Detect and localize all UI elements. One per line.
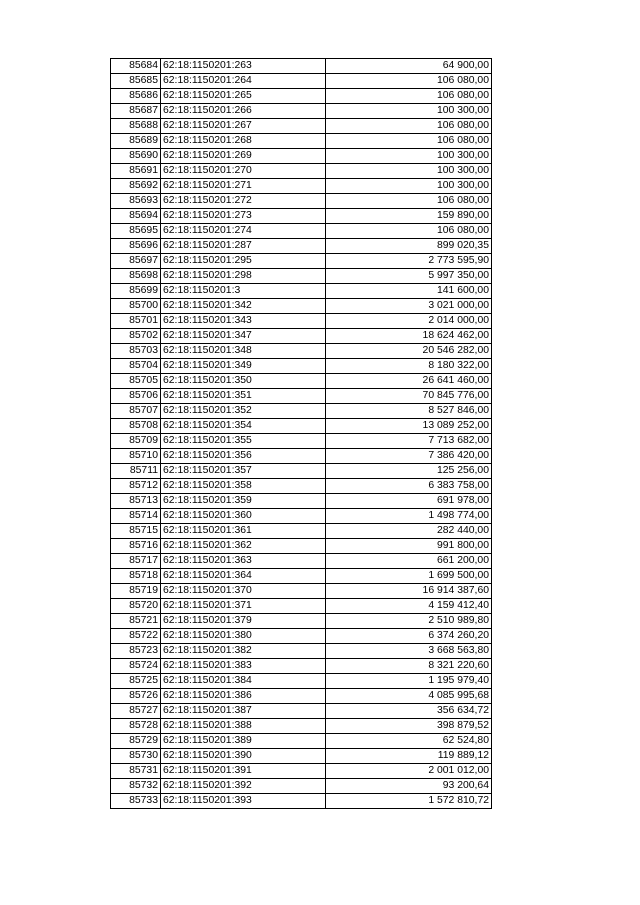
cadastral-value-cell: 6 374 260,20 [326, 629, 492, 644]
cadastral-value-cell: 1 195 979,40 [326, 674, 492, 689]
row-number-cell: 85707 [111, 404, 161, 419]
table-row [111, 794, 492, 809]
cadastral-value-cell: 100 300,00 [326, 104, 492, 119]
cadastral-value-cell: 3 021 000,00 [326, 299, 492, 314]
cadastral-number-cell: 62:18:1150201:273 [161, 209, 326, 224]
cadastral-value-cell: 100 300,00 [326, 149, 492, 164]
row-number-cell: 85706 [111, 389, 161, 404]
cadastral-value-cell: 1 572 810,72 [326, 794, 492, 809]
row-number-cell: 85725 [111, 674, 161, 689]
table-row [111, 179, 492, 194]
cadastral-value-cell: 125 256,00 [326, 464, 492, 479]
cadastral-value-cell: 106 080,00 [326, 89, 492, 104]
table-row [111, 464, 492, 479]
cadastral-value-cell: 661 200,00 [326, 554, 492, 569]
row-number-cell: 85703 [111, 344, 161, 359]
table-row [111, 524, 492, 539]
cadastral-number-cell: 62:18:1150201:359 [161, 494, 326, 509]
cadastral-number-cell: 62:18:1150201:268 [161, 134, 326, 149]
row-number-cell: 85690 [111, 149, 161, 164]
table-row [111, 494, 492, 509]
row-number-cell: 85685 [111, 74, 161, 89]
table-row [111, 344, 492, 359]
row-number-cell: 85696 [111, 239, 161, 254]
cadastral-number-cell: 62:18:1150201:347 [161, 329, 326, 344]
table-row [111, 509, 492, 524]
cadastral-number-cell: 62:18:1150201:295 [161, 254, 326, 269]
table-row [111, 584, 492, 599]
cadastral-value-cell: 106 080,00 [326, 224, 492, 239]
table-row [111, 659, 492, 674]
table-row [111, 719, 492, 734]
table-row [111, 599, 492, 614]
table-row [111, 569, 492, 584]
cadastral-value-cell: 64 900,00 [326, 59, 492, 74]
row-number-cell: 85713 [111, 494, 161, 509]
table-row [111, 419, 492, 434]
row-number-cell: 85721 [111, 614, 161, 629]
cadastral-number-cell: 62:18:1150201:264 [161, 74, 326, 89]
table-row [111, 404, 492, 419]
cadastral-value-cell: 899 020,35 [326, 239, 492, 254]
cadastral-value-cell: 4 159 412,40 [326, 599, 492, 614]
cadastral-number-cell: 62:18:1150201:298 [161, 269, 326, 284]
cadastral-value-cell: 8 321 220,60 [326, 659, 492, 674]
row-number-cell: 85698 [111, 269, 161, 284]
table-body [111, 59, 492, 809]
cadastral-value-cell: 20 546 282,00 [326, 344, 492, 359]
cadastral-number-cell: 62:18:1150201:386 [161, 689, 326, 704]
cadastral-value-cell: 282 440,00 [326, 524, 492, 539]
row-number-cell: 85715 [111, 524, 161, 539]
cadastral-number-cell: 62:18:1150201:382 [161, 644, 326, 659]
cadastral-value-cell: 106 080,00 [326, 119, 492, 134]
cadastral-value-cell: 5 997 350,00 [326, 269, 492, 284]
row-number-cell: 85700 [111, 299, 161, 314]
row-number-cell: 85708 [111, 419, 161, 434]
table-row [111, 59, 492, 74]
cadastral-number-cell: 62:18:1150201:352 [161, 404, 326, 419]
table-row [111, 314, 492, 329]
table-row [111, 539, 492, 554]
table-row [111, 359, 492, 374]
cadastral-value-cell: 398 879,52 [326, 719, 492, 734]
table-row [111, 734, 492, 749]
cadastral-number-cell: 62:18:1150201:350 [161, 374, 326, 389]
cadastral-value-cell: 159 890,00 [326, 209, 492, 224]
cadastral-value-cell: 18 624 462,00 [326, 329, 492, 344]
cadastral-number-cell: 62:18:1150201:355 [161, 434, 326, 449]
cadastral-number-cell: 62:18:1150201:388 [161, 719, 326, 734]
table-row [111, 254, 492, 269]
row-number-cell: 85702 [111, 329, 161, 344]
table-row [111, 629, 492, 644]
cadastral-value-cell: 2 014 000,00 [326, 314, 492, 329]
table-row [111, 104, 492, 119]
table-row [111, 329, 492, 344]
row-number-cell: 85705 [111, 374, 161, 389]
table-row [111, 764, 492, 779]
cadastral-number-cell: 62:18:1150201:380 [161, 629, 326, 644]
cadastral-number-cell: 62:18:1150201:370 [161, 584, 326, 599]
row-number-cell: 85704 [111, 359, 161, 374]
cadastral-value-table [110, 58, 492, 809]
cadastral-value-cell: 70 845 776,00 [326, 389, 492, 404]
cadastral-value-cell: 62 524,80 [326, 734, 492, 749]
cadastral-value-cell: 106 080,00 [326, 74, 492, 89]
cadastral-number-cell: 62:18:1150201:358 [161, 479, 326, 494]
table-row [111, 689, 492, 704]
row-number-cell: 85733 [111, 794, 161, 809]
cadastral-number-cell: 62:18:1150201:343 [161, 314, 326, 329]
row-number-cell: 85719 [111, 584, 161, 599]
table-row [111, 479, 492, 494]
table-row [111, 164, 492, 179]
cadastral-number-cell: 62:18:1150201:354 [161, 419, 326, 434]
row-number-cell: 85691 [111, 164, 161, 179]
table-row [111, 374, 492, 389]
cadastral-number-cell: 62:18:1150201:3 [161, 284, 326, 299]
cadastral-value-cell: 8 180 322,00 [326, 359, 492, 374]
cadastral-value-cell: 106 080,00 [326, 194, 492, 209]
row-number-cell: 85731 [111, 764, 161, 779]
cadastral-number-cell: 62:18:1150201:391 [161, 764, 326, 779]
cadastral-value-cell: 2 001 012,00 [326, 764, 492, 779]
row-number-cell: 85693 [111, 194, 161, 209]
table-row [111, 749, 492, 764]
cadastral-value-cell: 6 383 758,00 [326, 479, 492, 494]
row-number-cell: 85714 [111, 509, 161, 524]
table-row [111, 554, 492, 569]
cadastral-number-cell: 62:18:1150201:265 [161, 89, 326, 104]
row-number-cell: 85724 [111, 659, 161, 674]
row-number-cell: 85723 [111, 644, 161, 659]
cadastral-number-cell: 62:18:1150201:387 [161, 704, 326, 719]
row-number-cell: 85711 [111, 464, 161, 479]
cadastral-number-cell: 62:18:1150201:356 [161, 449, 326, 464]
cadastral-number-cell: 62:18:1150201:379 [161, 614, 326, 629]
cadastral-number-cell: 62:18:1150201:392 [161, 779, 326, 794]
cadastral-value-cell: 356 634,72 [326, 704, 492, 719]
cadastral-number-cell: 62:18:1150201:389 [161, 734, 326, 749]
table-row [111, 674, 492, 689]
cadastral-value-cell: 100 300,00 [326, 164, 492, 179]
cadastral-number-cell: 62:18:1150201:266 [161, 104, 326, 119]
row-number-cell: 85729 [111, 734, 161, 749]
cadastral-value-cell: 1 498 774,00 [326, 509, 492, 524]
row-number-cell: 85692 [111, 179, 161, 194]
cadastral-value-cell: 8 527 846,00 [326, 404, 492, 419]
cadastral-value-cell: 16 914 387,60 [326, 584, 492, 599]
row-number-cell: 85718 [111, 569, 161, 584]
table-row [111, 644, 492, 659]
cadastral-number-cell: 62:18:1150201:274 [161, 224, 326, 239]
cadastral-number-cell: 62:18:1150201:357 [161, 464, 326, 479]
row-number-cell: 85684 [111, 59, 161, 74]
table-row [111, 434, 492, 449]
table-row [111, 389, 492, 404]
row-number-cell: 85730 [111, 749, 161, 764]
row-number-cell: 85688 [111, 119, 161, 134]
table-row [111, 209, 492, 224]
row-number-cell: 85701 [111, 314, 161, 329]
row-number-cell: 85686 [111, 89, 161, 104]
cadastral-number-cell: 62:18:1150201:342 [161, 299, 326, 314]
cadastral-value-cell: 7 386 420,00 [326, 449, 492, 464]
row-number-cell: 85695 [111, 224, 161, 239]
cadastral-value-cell: 106 080,00 [326, 134, 492, 149]
cadastral-value-cell: 2 510 989,80 [326, 614, 492, 629]
table-row [111, 134, 492, 149]
cadastral-number-cell: 62:18:1150201:287 [161, 239, 326, 254]
table-row [111, 299, 492, 314]
cadastral-value-cell: 4 085 995,68 [326, 689, 492, 704]
row-number-cell: 85720 [111, 599, 161, 614]
document-page [110, 58, 492, 809]
table-row [111, 224, 492, 239]
cadastral-number-cell: 62:18:1150201:390 [161, 749, 326, 764]
cadastral-number-cell: 62:18:1150201:363 [161, 554, 326, 569]
row-number-cell: 85697 [111, 254, 161, 269]
cadastral-number-cell: 62:18:1150201:364 [161, 569, 326, 584]
row-number-cell: 85699 [111, 284, 161, 299]
cadastral-number-cell: 62:18:1150201:360 [161, 509, 326, 524]
table-row [111, 89, 492, 104]
row-number-cell: 85694 [111, 209, 161, 224]
table-row [111, 194, 492, 209]
row-number-cell: 85689 [111, 134, 161, 149]
cadastral-value-cell: 93 200,64 [326, 779, 492, 794]
table-row [111, 704, 492, 719]
table-row [111, 269, 492, 284]
table-row [111, 239, 492, 254]
cadastral-value-cell: 26 641 460,00 [326, 374, 492, 389]
cadastral-value-cell: 691 978,00 [326, 494, 492, 509]
cadastral-number-cell: 62:18:1150201:371 [161, 599, 326, 614]
table-row [111, 449, 492, 464]
table-row [111, 74, 492, 89]
cadastral-value-cell: 2 773 595,90 [326, 254, 492, 269]
cadastral-number-cell: 62:18:1150201:272 [161, 194, 326, 209]
table-row [111, 614, 492, 629]
row-number-cell: 85732 [111, 779, 161, 794]
row-number-cell: 85722 [111, 629, 161, 644]
cadastral-value-cell: 991 800,00 [326, 539, 492, 554]
cadastral-value-cell: 119 889,12 [326, 749, 492, 764]
cadastral-number-cell: 62:18:1150201:384 [161, 674, 326, 689]
table-row [111, 119, 492, 134]
cadastral-value-cell: 1 699 500,00 [326, 569, 492, 584]
cadastral-value-cell: 7 713 682,00 [326, 434, 492, 449]
row-number-cell: 85727 [111, 704, 161, 719]
cadastral-number-cell: 62:18:1150201:263 [161, 59, 326, 74]
cadastral-number-cell: 62:18:1150201:393 [161, 794, 326, 809]
row-number-cell: 85716 [111, 539, 161, 554]
row-number-cell: 85717 [111, 554, 161, 569]
cadastral-value-cell: 13 089 252,00 [326, 419, 492, 434]
row-number-cell: 85712 [111, 479, 161, 494]
table-row [111, 284, 492, 299]
row-number-cell: 85710 [111, 449, 161, 464]
cadastral-value-cell: 141 600,00 [326, 284, 492, 299]
cadastral-number-cell: 62:18:1150201:351 [161, 389, 326, 404]
cadastral-value-cell: 3 668 563,80 [326, 644, 492, 659]
cadastral-number-cell: 62:18:1150201:269 [161, 149, 326, 164]
cadastral-number-cell: 62:18:1150201:271 [161, 179, 326, 194]
cadastral-number-cell: 62:18:1150201:348 [161, 344, 326, 359]
row-number-cell: 85687 [111, 104, 161, 119]
cadastral-number-cell: 62:18:1150201:361 [161, 524, 326, 539]
row-number-cell: 85709 [111, 434, 161, 449]
cadastral-number-cell: 62:18:1150201:270 [161, 164, 326, 179]
cadastral-number-cell: 62:18:1150201:383 [161, 659, 326, 674]
table-row [111, 149, 492, 164]
table-row [111, 779, 492, 794]
cadastral-number-cell: 62:18:1150201:267 [161, 119, 326, 134]
row-number-cell: 85726 [111, 689, 161, 704]
cadastral-number-cell: 62:18:1150201:349 [161, 359, 326, 374]
cadastral-number-cell: 62:18:1150201:362 [161, 539, 326, 554]
cadastral-value-cell: 100 300,00 [326, 179, 492, 194]
row-number-cell: 85728 [111, 719, 161, 734]
